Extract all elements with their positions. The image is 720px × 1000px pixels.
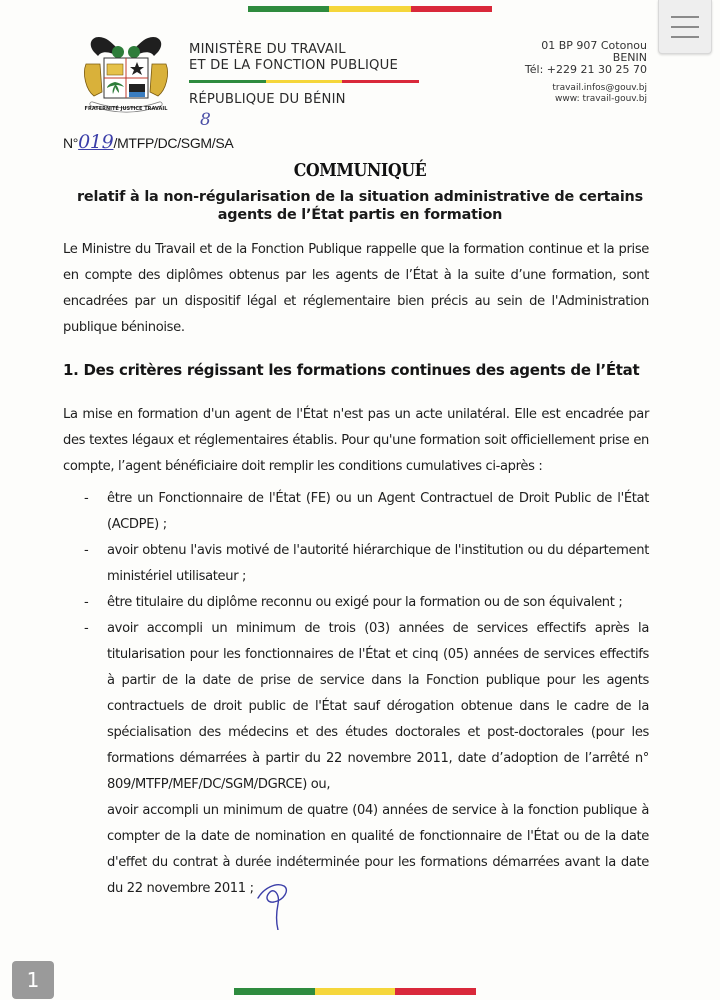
intro-paragraph: Le Ministre du Travail et de la Fonction Publique rappelle que la formation continue et la prise en compte des diplômes obtenus par les agents de l’État à la suite d’une formation, sont encadrées par un dispositif légal et réglementaire bien précis au sein de l'Administration publique béninoise. <box>63 242 649 335</box>
flag-stripe-bottom <box>234 988 476 995</box>
initials-signature-icon <box>254 880 294 930</box>
bullet-dash: - <box>84 543 89 558</box>
handwritten-annotation: 8 <box>200 110 211 130</box>
bullet-dash: - <box>84 491 89 506</box>
criteria-text: avoir accompli un minimum de quatre (04) années de service à la fonction publique à compter de la date de nomination en qualité de fonctionnaire de l'État ou de la date d'effet du contrat à durée indéterminée pour les formations démarrées avant la date du 22 novembre 2011 ; <box>107 803 649 896</box>
flag-green <box>248 6 329 12</box>
page-number-badge: 1 <box>12 961 54 999</box>
criteria-item-continuation <box>84 798 649 902</box>
criteria-text: avoir obtenu l'avis motivé de l'autorité hiérarchique de l'institution ou du département ministériel utilisateur ; <box>107 543 649 584</box>
document-subtitle <box>40 188 680 224</box>
reference-number <box>63 131 233 153</box>
bullet-dash: - <box>84 621 89 636</box>
subtitle-line1: relatif à la non-régularisation de la situation administrative de certains <box>77 189 643 205</box>
criteria-item <box>84 538 649 590</box>
contact-web-block <box>552 83 647 105</box>
criteria-text: être titulaire du diplôme reconnu ou exigé pour la formation ou de son équivalent ; <box>107 595 623 610</box>
flag-green <box>234 988 315 995</box>
document-title: COMMUNIQUÉ <box>293 160 427 181</box>
section-1-paragraph: La mise en formation d'un agent de l'État n'est pas un acte unilatéral. Elle est encadrée par des textes légaux et réglementaires établis. Pour qu'une formation soit officiellement prise en compte, l’agent bénéficiaire doit remplir les conditions cumulatives ci-après : <box>63 407 649 474</box>
flag-red <box>411 6 492 12</box>
flag-yellow <box>329 6 410 12</box>
flag-stripe-top <box>248 6 492 12</box>
criteria-list <box>84 486 649 902</box>
flag-green <box>189 80 266 83</box>
criteria-text: avoir accompli un minimum de trois (03) années de services effectifs après la titularisation pour les fonctionnaires de l'État et cinq (05) années de services effectifs à partir de la date de prise de service dans la Fonction publique pour les agents contractuels de droit public de l'État sauf dérogation obtenue dans le cadre de la spécialisation des médecins et des études doctorales et post-doctorales (pour les formations démarrées à partir du 22 novembre 2011, date d’adoption de l’arrêté n° 809/MTFP/MEF/DC/SGM/DGRCE) ou, <box>107 621 649 792</box>
flag-stripe-header <box>189 80 419 83</box>
contact-website: www: travail-gouv.bj <box>555 94 647 104</box>
ministry-name-line2: ET DE LA FONCTION PUBLIQUE <box>189 58 398 73</box>
flag-yellow <box>266 80 343 83</box>
criteria-text: être un Fonctionnaire de l'État (FE) ou un Agent Contractuel de Droit Public de l'État (ACDPE) ; <box>107 491 649 532</box>
criteria-item <box>84 486 649 538</box>
crest-motto: FRATERNITÉ JUSTICE TRAVAIL <box>84 106 168 112</box>
hamburger-menu-icon-line <box>671 26 699 28</box>
reference-number-handwritten: 019 <box>78 131 114 153</box>
benin-coat-of-arms-icon <box>80 34 172 116</box>
ministry-name-line1: MINISTÈRE DU TRAVAIL <box>189 42 346 57</box>
contact-po-box: 01 BP 907 Cotonou <box>541 39 647 52</box>
contact-phone: Tél: +229 21 30 25 70 <box>524 63 647 76</box>
criteria-item <box>84 590 649 616</box>
hamburger-menu-icon <box>671 16 699 18</box>
reference-suffix: /MTFP/DC/SGM/SA <box>113 135 234 151</box>
flag-red <box>342 80 419 83</box>
subtitle-line2: agents de l’État partis en formation <box>217 207 503 223</box>
contact-country: BENIN <box>612 51 647 64</box>
contact-email: travail.infos@gouv.bj <box>552 83 647 93</box>
section-1-heading: 1. Des critères régissant les formations continues des agents de l’État <box>63 361 640 379</box>
menu-button[interactable] <box>658 0 712 54</box>
republic-name: RÉPUBLIQUE DU BÉNIN <box>189 92 346 107</box>
hamburger-menu-icon-line <box>671 36 699 38</box>
flag-red <box>395 988 476 995</box>
flag-yellow <box>315 988 396 995</box>
criteria-item <box>84 616 649 798</box>
bullet-dash: - <box>84 595 89 610</box>
contact-block <box>525 40 647 76</box>
reference-prefix: N° <box>63 135 79 151</box>
